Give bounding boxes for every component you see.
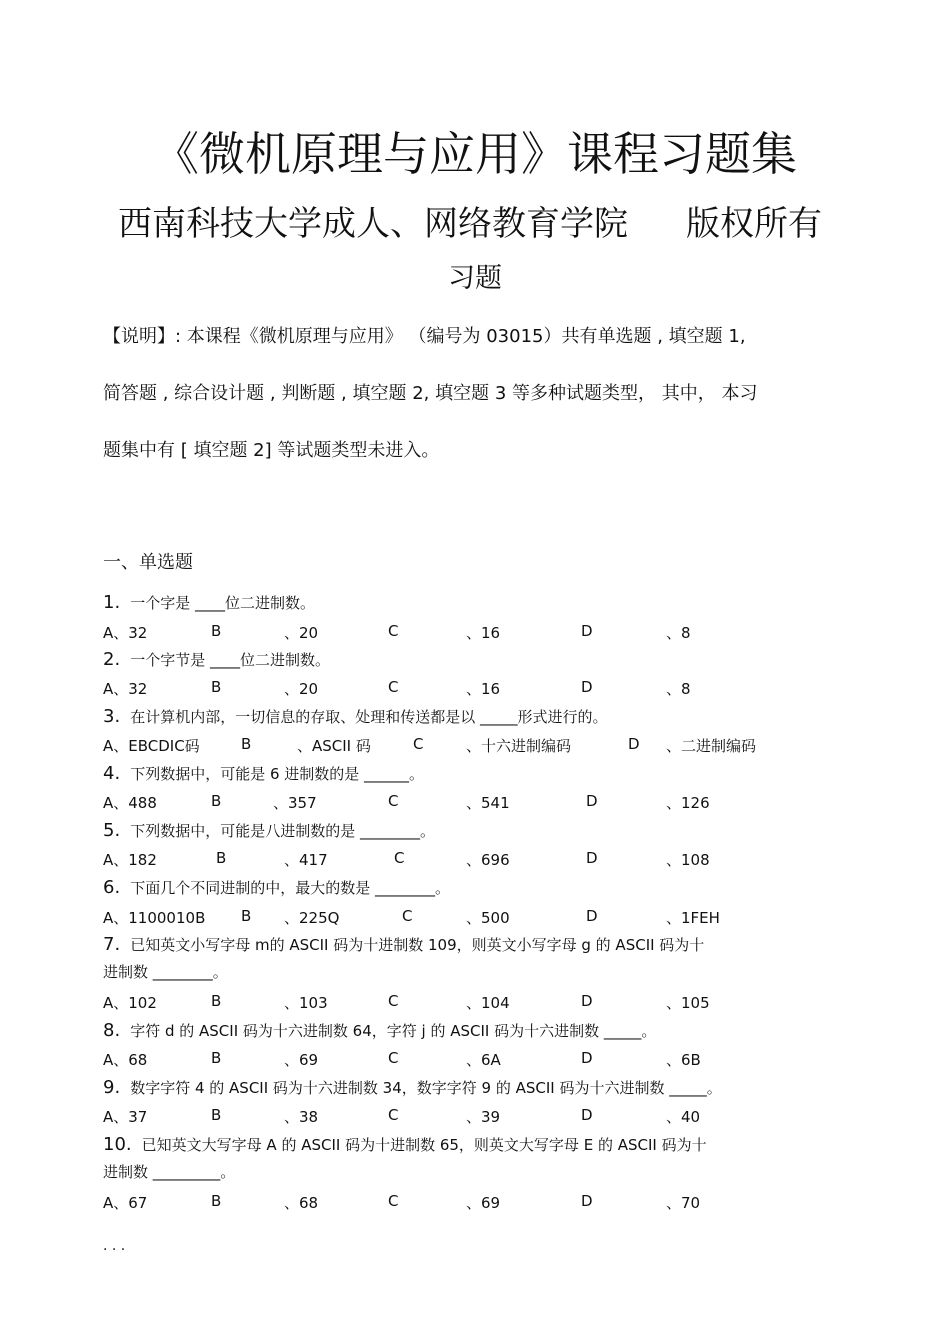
option-label: 、20 (284, 680, 319, 698)
option-label: 、103 (284, 994, 328, 1012)
option-label: B (241, 735, 252, 753)
question-stem: 下面几个不同进制的中，最大的数是 ________。 (130, 879, 450, 897)
question-number: 6. (103, 877, 121, 898)
option-label: 、68 (284, 1194, 319, 1212)
question-number: 1. (103, 592, 121, 613)
option-label: A、102 (103, 994, 157, 1012)
option-label: C (388, 1106, 399, 1124)
note-line: 简答题 , 综合设计题 , 判断题 , 填空题 2, 填空题 3 等多种试题类型， 其中， 本习 (103, 383, 758, 404)
question-stem: 一个字节是 ____位二进制数。 (130, 651, 330, 669)
question-continuation: 进制数 _________。 (103, 1163, 236, 1181)
note-line: 【说明】: 本课程《微机原理与应用》 （编号为 03015）共有单选题 , 填空题 1, (103, 326, 746, 347)
option-label: 、1FEH (666, 909, 720, 927)
option-label: 、8 (666, 624, 691, 642)
option-label: 、70 (666, 1194, 701, 1212)
option-label: 、6A (466, 1051, 501, 1069)
option-label: 、39 (466, 1108, 501, 1126)
option-label: A、182 (103, 851, 157, 869)
option-label: C (388, 622, 399, 640)
option-label: C (394, 849, 405, 867)
option-label: 、16 (466, 624, 501, 642)
question-number: 8. (103, 1020, 121, 1041)
option-label: A、488 (103, 794, 157, 812)
question-stem: 字符 d 的 ASCII 码为十六进制数 64，字符 j 的 ASCII 码为十六进制数 _____。 (130, 1022, 657, 1040)
option-label: D (586, 792, 598, 810)
option-label: A、67 (103, 1194, 148, 1212)
question-number: 3. (103, 706, 121, 727)
question-text (103, 1020, 656, 1041)
option-label: 、108 (666, 851, 710, 869)
single-choice-section-title: 一、单选题 (103, 552, 193, 573)
option-label: A、68 (103, 1051, 148, 1069)
question-stem: 下列数据中，可能是八进制数的是 ________。 (130, 822, 435, 840)
option-label: 、40 (666, 1108, 701, 1126)
option-label: A、1100010B (103, 909, 206, 927)
question-stem: 一个字是 ____位二进制数。 (130, 594, 315, 612)
option-label: C (388, 992, 399, 1010)
question-number: 5. (103, 820, 121, 841)
option-label: 、6B (666, 1051, 701, 1069)
option-label: C (388, 1049, 399, 1067)
option-label: 、20 (284, 624, 319, 642)
question-number: 7. (103, 934, 121, 955)
question-text (103, 592, 315, 613)
option-label: 、541 (466, 794, 510, 812)
option-label: D (581, 1049, 593, 1067)
question-number: 9. (103, 1077, 121, 1098)
question-number: 2. (103, 649, 121, 670)
option-label: B (211, 622, 222, 640)
option-label: A、EBCDIC码 (103, 737, 200, 755)
option-label: 、104 (466, 994, 510, 1012)
option-label: D (581, 1106, 593, 1124)
option-label: D (581, 1192, 593, 1210)
question-continuation: 进制数 ________。 (103, 963, 228, 981)
question-text (103, 706, 607, 727)
option-label: 、417 (284, 851, 328, 869)
option-label: D (581, 992, 593, 1010)
option-label: B (211, 792, 222, 810)
option-label: C (388, 678, 399, 696)
option-label: B (216, 849, 227, 867)
option-label: A、32 (103, 624, 148, 642)
question-number: 4. (103, 763, 121, 784)
option-label: C (413, 735, 424, 753)
rights-label: 版权所有 (686, 204, 822, 244)
option-label: B (241, 907, 252, 925)
option-label: C (388, 1192, 399, 1210)
option-label: 、696 (466, 851, 510, 869)
document-subtitle: 西南科技大学成人、网络教育学院 (118, 204, 628, 244)
option-label: B (211, 1106, 222, 1124)
option-label: D (586, 849, 598, 867)
option-label: B (211, 1049, 222, 1067)
option-label: B (211, 678, 222, 696)
question-text (103, 877, 450, 898)
option-label: D (581, 678, 593, 696)
option-label: 、500 (466, 909, 510, 927)
question-text (103, 820, 435, 841)
option-label: 、105 (666, 994, 710, 1012)
note-line: 题集中有 [ 填空题 2] 等试题类型未进入。 (103, 440, 440, 461)
question-stem: 数字字符 4 的 ASCII 码为十六进制数 34，数字字符 9 的 ASCII 码为十六进制数 _____。 (130, 1079, 722, 1097)
question-number: 10. (103, 1134, 132, 1155)
question-stem: 在计算机内部，一切信息的存取、处理和传送都是以 _____形式进行的。 (130, 708, 608, 726)
question-text (103, 934, 704, 955)
question-text (103, 649, 330, 670)
option-label: 、69 (466, 1194, 501, 1212)
option-label: 、38 (284, 1108, 319, 1126)
question-stem: 下列数据中，可能是 6 进制数的是 ______。 (130, 765, 425, 783)
section-heading: 习题 (448, 263, 502, 294)
option-label: 、二进制编码 (666, 737, 757, 755)
option-label: B (211, 1192, 222, 1210)
footer-dots: . . . (103, 1238, 126, 1254)
question-stem: 已知英文大写字母 A 的 ASCII 码为十进制数 65，则英文大写字母 E 的 ASCII 码为十 (141, 1136, 707, 1154)
option-label: D (586, 907, 598, 925)
option-label: 、126 (666, 794, 710, 812)
option-label: B (211, 992, 222, 1010)
document-title: 《微机原理与应用》课程习题集 (153, 127, 797, 181)
option-label: D (628, 735, 640, 753)
option-label: C (402, 907, 413, 925)
option-label: 、8 (666, 680, 691, 698)
option-label: D (581, 622, 593, 640)
question-text (103, 1134, 707, 1155)
question-text (103, 1077, 722, 1098)
option-label: A、37 (103, 1108, 148, 1126)
option-label: A、32 (103, 680, 148, 698)
option-label: 、225Q (284, 909, 340, 927)
option-label: 、16 (466, 680, 501, 698)
option-label: 、357 (273, 794, 317, 812)
question-stem: 已知英文小写字母 m的 ASCII 码为十进制数 109，则英文小写字母 g 的 ASCII 码为十 (130, 936, 705, 954)
question-text (103, 763, 424, 784)
option-label: 、69 (284, 1051, 319, 1069)
option-label: 、十六进制编码 (466, 737, 572, 755)
option-label: C (388, 792, 399, 810)
option-label: 、ASCII 码 (297, 737, 371, 755)
